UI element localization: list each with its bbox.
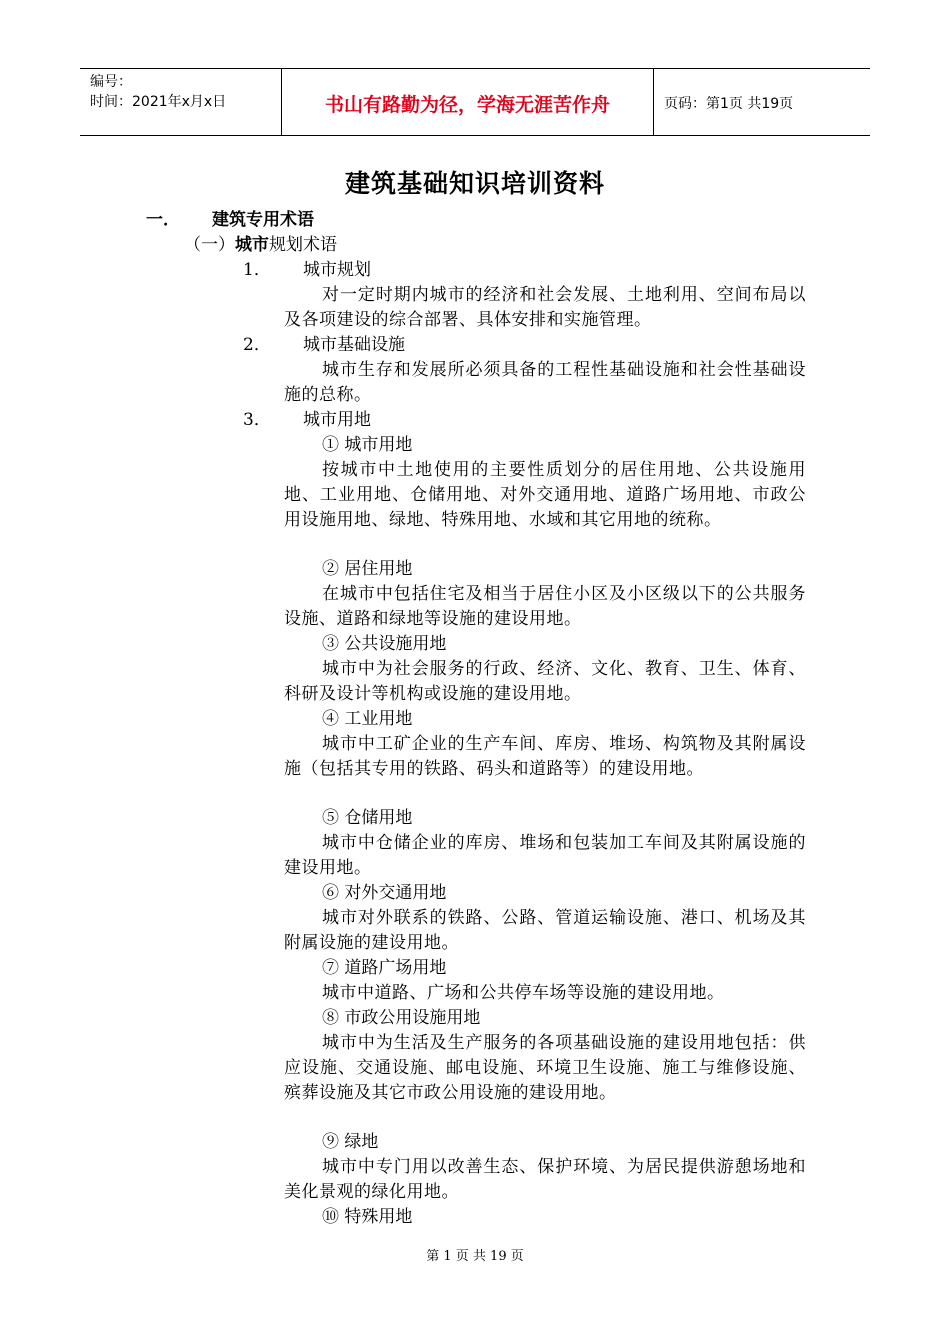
number-label: 编号： — [90, 74, 132, 90]
land-item-text: 城市中专门用以改善生态、保护环境、为居民提供游憩场地和美化景观的绿化用地。 — [284, 1157, 806, 1202]
page-footer: 第 1 页 共 19 页 — [426, 1249, 524, 1264]
term-number: 2． — [243, 335, 271, 355]
land-item-text: 在城市中包括住宅及相当于居住小区及小区级以下的公共服务设施、道路和绿地等设施的建设用地。 — [284, 584, 806, 629]
term-number: 1． — [243, 260, 271, 280]
term-name: 城市规划 — [303, 260, 371, 280]
land-item-text: 城市中为社会服务的行政、经济、文化、教育、卫生、体育、科研及设计等机构或设施的建设用地。 — [284, 659, 806, 704]
land-item-marker: ⑤ — [322, 808, 339, 828]
land-item-heading — [322, 557, 412, 582]
subsection-bold: 城市 — [235, 235, 269, 255]
land-item-marker: ⑥ — [322, 883, 339, 903]
land-item-heading — [322, 881, 446, 906]
land-item-name: 绿地 — [344, 1132, 379, 1152]
motto: 书山有路勤为径，学海无涯苦作舟 — [281, 69, 654, 135]
land-item-marker: ③ — [322, 634, 339, 654]
land-item-marker: ① — [322, 435, 339, 455]
land-item-name: 居住用地 — [344, 559, 413, 579]
land-item-heading — [322, 956, 446, 981]
subsection-prefix: （一） — [184, 235, 235, 255]
section-number: 一． — [146, 210, 180, 230]
term-definition: 城市生存和发展所必须具备的工程性基础设施和社会性基础设施的总称。 — [284, 360, 806, 405]
land-item-name: 道路广场用地 — [344, 958, 447, 978]
land-item-heading — [322, 806, 412, 831]
land-item-heading — [322, 1130, 378, 1155]
document-title: 建筑基础知识培训资料 — [344, 169, 605, 198]
land-item-name: 仓储用地 — [344, 808, 413, 828]
land-item-heading — [322, 433, 412, 458]
term-name: 城市用地 — [303, 410, 371, 430]
time-label: 时间：2021年x月x日 — [90, 94, 227, 110]
document-header — [80, 68, 870, 136]
land-item-text: 城市中道路、广场和公共停车场等设施的建设用地。 — [322, 983, 725, 1003]
land-item-name: 工业用地 — [344, 709, 413, 729]
land-item-heading — [322, 1006, 480, 1031]
land-item-marker: ④ — [322, 709, 339, 729]
land-item-text: 城市中仓储企业的库房、堆场和包装加工车间及其附属设施的建设用地。 — [284, 833, 806, 878]
land-item-marker: ⑦ — [322, 958, 339, 978]
land-item-heading — [322, 1205, 412, 1230]
land-item-name: 城市用地 — [344, 435, 413, 455]
land-item-heading — [322, 707, 412, 732]
land-item-marker: ⑩ — [322, 1207, 339, 1227]
land-item-text: 城市中为生活及生产服务的各项基础设施的建设用地包括：供应设施、交通设施、邮电设施、环境卫生设施、施工与维修设施、殡葬设施及其它市政公用设施的建设用地。 — [284, 1033, 806, 1103]
section-heading: 建筑专用术语 — [212, 210, 314, 230]
land-item-heading — [322, 632, 446, 657]
land-item-text: 城市中工矿企业的生产车间、库房、堆场、构筑物及其附属设施（包括其专用的铁路、码头和道路等）的建设用地。 — [284, 734, 806, 779]
land-item-name: 公共设施用地 — [344, 634, 447, 654]
land-item-marker: ⑨ — [322, 1132, 339, 1152]
land-item-text: 城市对外联系的铁路、公路、管道运输设施、港口、机场及其附属设施的建设用地。 — [284, 908, 806, 953]
term-number: 3． — [243, 410, 271, 430]
subsection-heading — [184, 233, 337, 258]
land-item-marker: ② — [322, 559, 339, 579]
term-name: 城市基础设施 — [303, 335, 405, 355]
land-item-name: 特殊用地 — [344, 1207, 413, 1227]
header-left-cell — [80, 69, 281, 135]
land-item-text: 按城市中土地使用的主要性质划分的居住用地、公共设施用地、工业用地、仓储用地、对外交通用地、道路广场用地、市政公用设施用地、绿地、特殊用地、水域和其它用地的统称。 — [284, 460, 806, 530]
term-definition: 对一定时期内城市的经济和社会发展、土地利用、空间布局以及各项建设的综合部署、具体安排和实施管理。 — [284, 285, 806, 330]
land-item-name: 对外交通用地 — [344, 883, 447, 903]
subsection-rest: 规划术语 — [269, 235, 337, 255]
land-item-marker: ⑧ — [322, 1008, 339, 1028]
page-info: 页码：第1页 共19页 — [664, 96, 794, 112]
land-item-name: 市政公用设施用地 — [344, 1008, 481, 1028]
